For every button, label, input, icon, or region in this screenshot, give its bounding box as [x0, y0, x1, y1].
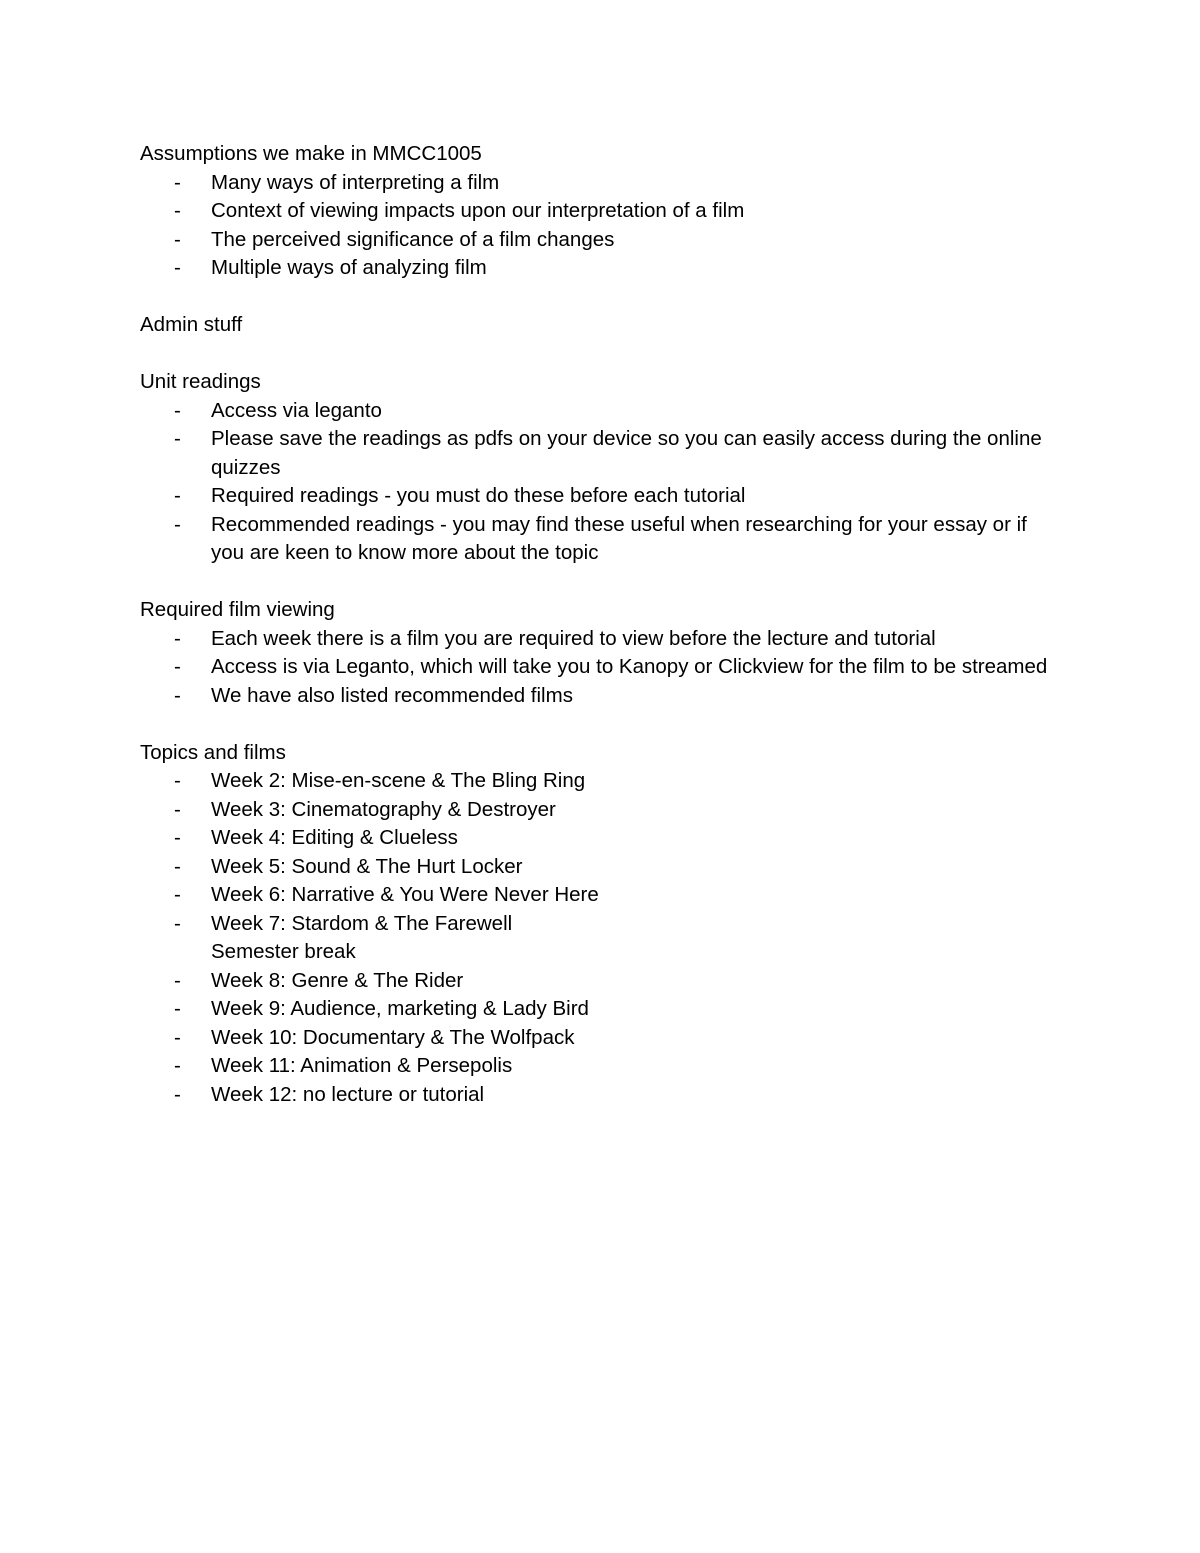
list-item [140, 169, 1060, 198]
list-item [140, 881, 1060, 910]
bullet-dash: - [174, 484, 181, 507]
bullet-dash: - [174, 199, 181, 222]
list-item-text: Week 9: Audience, marketing & Lady Bird [211, 997, 589, 1020]
list-item [140, 425, 1060, 482]
section-heading: Required film viewing [140, 598, 335, 621]
section-heading: Admin stuff [140, 313, 243, 336]
topics-list [140, 767, 1060, 938]
bullet-dash: - [174, 683, 181, 707]
list-item-text: Week 11: Animation & Persepolis [211, 1054, 513, 1077]
list-item [140, 1081, 1060, 1110]
list-item-text: Week 5: Sound & The Hurt Locker [211, 854, 523, 878]
bullet-dash: - [174, 911, 181, 935]
list-item [140, 767, 1060, 796]
list-item [140, 682, 1060, 711]
section-unit-readings [140, 368, 1060, 568]
bullet-dash: - [174, 427, 181, 450]
bullet-dash: - [174, 1082, 181, 1106]
list-item [140, 511, 1060, 568]
section-heading: Assumptions we make in MMCC1005 [140, 142, 482, 165]
list-item [140, 796, 1060, 825]
list-item [140, 653, 1060, 682]
list-item-text: Week 12: no lecture or tutorial [211, 1082, 485, 1106]
list-item-text: Week 2: Mise-en-scene & The Bling Ring [211, 769, 586, 792]
assumptions-list [140, 169, 1060, 283]
bullet-dash: - [174, 997, 181, 1020]
bullet-dash: - [174, 227, 181, 251]
list-item-text: Please save the readings as pdfs on your device so you can easily access during the online quizzes [211, 427, 1042, 479]
section-heading: Topics and films [140, 740, 286, 764]
list-item-text: Context of viewing impacts upon our interpretation of a film [211, 199, 745, 222]
document-page [140, 140, 1060, 1138]
bullet-dash: - [174, 398, 181, 422]
list-item-text: Week 3: Cinematography & Destroyer [211, 797, 556, 821]
bullet-dash: - [174, 626, 181, 650]
list-item-text: Access is via Leganto, which will take you to Kanopy or Clickview for the film to be streamed [211, 655, 1048, 678]
bullet-dash: - [174, 769, 181, 792]
bullet-dash: - [174, 256, 181, 279]
section-film-viewing [140, 596, 1060, 710]
section-assumptions [140, 140, 1060, 283]
list-item-text: Week 6: Narrative & You Were Never Here [211, 883, 599, 906]
bullet-dash: - [174, 883, 181, 906]
list-item-text: Required readings - you must do these before each tutorial [211, 484, 746, 507]
list-item [140, 995, 1060, 1024]
bullet-dash: - [174, 826, 181, 849]
list-item [140, 482, 1060, 511]
section-heading: Unit readings [140, 370, 261, 393]
list-item-text: Access via leganto [211, 398, 382, 422]
topics-list-after-break [140, 967, 1060, 1110]
list-item-text: The perceived significance of a film changes [211, 227, 615, 251]
list-item [140, 1052, 1060, 1081]
film-viewing-list [140, 625, 1060, 711]
list-item-text: Week 4: Editing & Clueless [211, 826, 458, 849]
list-item [140, 397, 1060, 426]
list-item [140, 1024, 1060, 1053]
list-item [140, 967, 1060, 996]
bullet-dash: - [174, 1054, 181, 1077]
list-item-text: Multiple ways of analyzing film [211, 256, 487, 279]
bullet-dash: - [174, 655, 181, 678]
list-item [140, 625, 1060, 654]
section-admin [140, 311, 1060, 340]
bullet-dash: - [174, 854, 181, 878]
list-item [140, 853, 1060, 882]
list-item-text: Recommended readings - you may find these useful when researching for your essay or if you are keen to know more about the topic [211, 512, 1027, 564]
readings-list [140, 397, 1060, 568]
section-topics [140, 739, 1060, 1110]
bullet-dash: - [174, 968, 181, 992]
list-item-text: We have also listed recommended films [211, 683, 573, 707]
bullet-dash: - [174, 797, 181, 821]
list-item-text: Week 8: Genre & The Rider [211, 968, 464, 992]
list-item [140, 254, 1060, 283]
list-item [140, 197, 1060, 226]
bullet-dash: - [174, 512, 181, 536]
list-item-text: Week 7: Stardom & The Farewell [211, 911, 513, 935]
semester-break-text: Semester break [211, 940, 356, 963]
list-item [140, 226, 1060, 255]
list-item-text: Each week there is a film you are required to view before the lecture and tutorial [211, 626, 936, 650]
bullet-dash: - [174, 170, 181, 194]
list-item-text: Week 10: Documentary & The Wolfpack [211, 1025, 575, 1049]
bullet-dash: - [174, 1025, 181, 1049]
list-item-text: Many ways of interpreting a film [211, 170, 500, 194]
list-item [140, 910, 1060, 939]
list-item [140, 824, 1060, 853]
